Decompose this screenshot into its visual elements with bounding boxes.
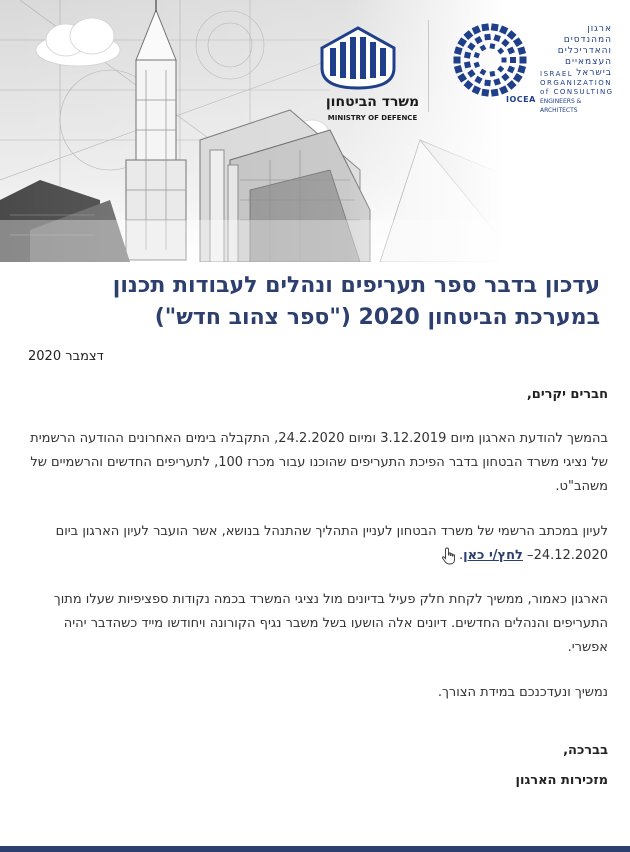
iocea-ring-square — [481, 89, 489, 97]
paragraph-end-period: . — [458, 548, 464, 563]
iocea-ring-square — [472, 25, 481, 34]
mod-logo — [320, 26, 425, 126]
iocea-en-line: ORGANIZATION — [540, 79, 613, 87]
iocea-logo — [452, 22, 622, 122]
paragraph-discussions: הארגון כאמור, ממשיך לקחת חלק פעיל בדיונים מול נציגי המשרד בכמה נקודות ספציפיות שעלו מתוך התעריפים והנהלים החדשים. דיונים אלה הושעו בשל משבר נגיף הקורונה ויחודשו מייד כשהדבר יהיה אפשרי. — [53, 592, 608, 655]
iocea-ring-square — [457, 73, 467, 83]
iocea-ring-square — [490, 71, 496, 77]
title-line: עדכון בדבר ספר תעריפים ונהלים לעבודות תכנון — [112, 273, 600, 298]
iocea-ring-square — [513, 37, 523, 47]
iocea-ring-square — [517, 65, 526, 74]
bottom-bar — [0, 846, 630, 852]
paragraph-update: נמשיך ונעדכנכם במידת הצורך. — [437, 685, 608, 700]
iocea-name-english — [540, 70, 620, 115]
iocea-ring-square — [481, 23, 489, 31]
iocea-ring-square — [454, 46, 463, 55]
iocea-ring-square — [501, 39, 509, 47]
iocea-ring-square — [491, 89, 499, 97]
mod-name-english: MINISTRY OF DEFENCE — [327, 114, 418, 122]
mod-emblem-icon — [320, 26, 396, 90]
iocea-ring-square — [474, 62, 480, 68]
iocea-ring-square — [467, 42, 475, 50]
title-line: במערכת הביטחון 2020 ("ספר צהוב חדש") — [154, 305, 600, 330]
iocea-ring-square — [517, 46, 526, 55]
iocea-ring-square — [502, 58, 507, 63]
iocea-ring-square — [454, 57, 461, 64]
closing-signature — [516, 736, 608, 796]
iocea-ring-square — [507, 47, 515, 55]
iocea-ring-square — [480, 44, 487, 51]
iocea-ring-square — [491, 23, 499, 31]
iocea-ring-square — [474, 52, 480, 58]
iocea-ring-square — [454, 65, 463, 74]
iocea-ring-square — [499, 85, 508, 94]
iocea-ring-square — [501, 73, 509, 81]
iocea-he-line: העצמאיים — [565, 57, 612, 67]
iocea-he-line: ארגון המהנדסים — [563, 24, 612, 45]
iocea-ring-square — [464, 52, 471, 59]
iocea-ring-square — [510, 57, 516, 63]
header-banner — [0, 0, 630, 262]
iocea-ring-square — [493, 78, 501, 86]
mod-name-hebrew: משרד הביטחון — [325, 94, 420, 110]
iocea-ring-square — [484, 80, 491, 87]
iocea-en-line: ISRAEL — [540, 70, 574, 78]
logo-divider — [428, 20, 429, 112]
iocea-ring-square — [497, 47, 504, 54]
pointer-hand-icon — [441, 547, 457, 565]
iocea-ring-square — [464, 61, 471, 68]
iocea-ring-square — [520, 57, 527, 64]
paragraph-official-letter — [22, 520, 608, 568]
iocea-en-line: of CONSULTING — [540, 88, 614, 96]
iocea-ring-icon — [452, 22, 528, 98]
greeting: חברים יקרים, — [526, 387, 608, 402]
letter-date: דצמבר 2020 — [28, 349, 104, 364]
iocea-ring-square — [490, 43, 496, 49]
click-here-link[interactable]: לחץ/י כאן — [463, 548, 523, 563]
page-title — [30, 270, 600, 334]
iocea-en-line: ENGINEERS & ARCHITECTS — [540, 98, 582, 114]
iocea-ring-square — [507, 30, 517, 40]
iocea-ring-square — [480, 69, 487, 76]
iocea-ring-square — [507, 65, 515, 73]
paragraph-official-letter-text: לעיון במכתב הרשמי של משרד הבטחון לעניין התהליך שהתנהל בנושא, אשר הועבר לעיון הארגון ביום 24.12.2020– — [55, 524, 608, 563]
iocea-ring-square — [474, 36, 482, 44]
iocea-ring-square — [463, 30, 473, 40]
iocea-ring-square — [474, 76, 482, 84]
iocea-ring-square — [467, 69, 475, 77]
iocea-ring-square — [472, 85, 481, 94]
closing-line: מזכירות הארגון — [515, 773, 608, 788]
iocea-ring-square — [463, 80, 473, 90]
iocea-ring-square — [513, 73, 523, 83]
iocea-acronym: IOCEA — [506, 95, 536, 104]
iocea-ring-square — [484, 34, 491, 41]
iocea-ring-square — [499, 25, 508, 34]
iocea-ring-square — [497, 65, 504, 72]
iocea-ring-square — [457, 37, 467, 47]
iocea-he-line: והאדריכלים — [557, 46, 612, 56]
iocea-ring-square — [507, 80, 517, 90]
paragraph-intro: בהמשך להודעת הארגון מיום 3.12.2019 ומיום 24.2.2020, התקבלה בימים האחרונים ההודעה הרשמית של נציגי משרד הבטחון בדבר הפיכת התעריפים שהוכנו עבור מכרז 100, לתעריפים החדשים והרשמיים של משהב"ט. — [30, 431, 608, 494]
iocea-he-line: בישראל — [576, 68, 612, 78]
closing-line: בברכה, — [563, 743, 608, 758]
iocea-ring-square — [493, 34, 501, 42]
